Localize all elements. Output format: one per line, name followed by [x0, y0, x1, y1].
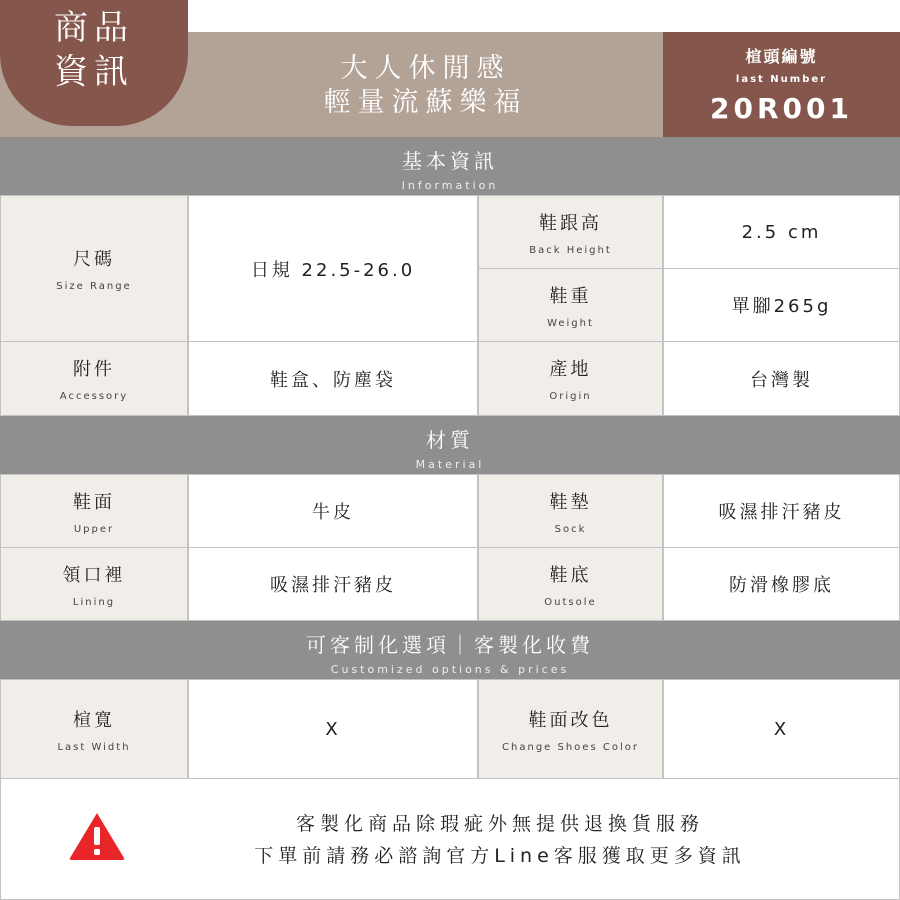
origin-value: 台灣製 — [750, 369, 813, 391]
upper-label-en: Upper — [73, 523, 115, 535]
color-change-label-en: Change Shoes Color — [502, 741, 639, 753]
outsole-label-en: Outsole — [544, 596, 597, 608]
size-label: 尺碼 — [73, 249, 115, 270]
product-title — [188, 52, 663, 120]
last-width-label-cell — [0, 679, 188, 779]
origin-label-cell — [478, 341, 663, 416]
sock-label-cell — [478, 474, 663, 548]
section-basic-info — [0, 137, 900, 195]
size-value: 日規 22.5-26.0 — [250, 259, 416, 281]
section-subtitle: Material — [415, 458, 485, 471]
color-change-value: X — [773, 718, 790, 740]
accessory-label-cell — [0, 341, 188, 416]
lining-label: 領口裡 — [62, 564, 126, 586]
upper-label: 鞋面 — [73, 491, 115, 513]
section-custom-options — [0, 621, 900, 679]
color-change-label: 鞋面改色 — [528, 709, 613, 731]
notice-line2: 下單前請務必諮詢官方Line客服獲取更多資訊 — [254, 845, 746, 867]
accessory-label-en: Accessory — [59, 391, 129, 402]
last-number-value: 20R001 — [710, 92, 853, 125]
heel-label: 鞋跟高 — [539, 212, 602, 234]
upper-value: 牛皮 — [312, 502, 354, 523]
product-title-line1: 大人休閒感 — [340, 53, 511, 84]
last-width-label: 楦寬 — [73, 709, 115, 731]
upper-label-cell — [0, 474, 188, 548]
size-label-cell — [0, 195, 188, 342]
accessory-label: 附件 — [73, 359, 115, 380]
color-change-label-cell — [478, 679, 663, 779]
outsole-value: 防滑橡膠底 — [729, 575, 834, 596]
weight-label: 鞋重 — [549, 285, 592, 307]
origin-label-en: Origin — [549, 391, 592, 402]
weight-value: 單腳265g — [731, 296, 832, 317]
outsole-label: 鞋底 — [549, 564, 592, 586]
sock-value-cell — [663, 474, 900, 548]
upper-value-cell — [188, 474, 478, 548]
tab-label-line2: 資訊 — [54, 52, 134, 92]
size-value-cell — [188, 195, 478, 342]
outsole-label-cell — [478, 547, 663, 621]
lining-value-cell — [188, 547, 478, 621]
notice-text — [150, 808, 850, 872]
origin-value-cell — [663, 341, 900, 416]
lining-label-cell — [0, 547, 188, 621]
size-label-en: Size Range — [56, 281, 132, 292]
lining-value: 吸濕排汗豬皮 — [270, 575, 396, 596]
sock-label-en: Sock — [554, 523, 587, 535]
section-material — [0, 416, 900, 474]
section-title: 可客制化選項｜客製化收費 — [306, 633, 594, 657]
last-width-label-en: Last Width — [57, 741, 131, 753]
last-number-sublabel: last Number — [735, 74, 828, 85]
weight-label-cell — [478, 268, 663, 342]
notice-line1: 客製化商品除瑕疵外無提供退換貨服務 — [295, 813, 704, 835]
weight-value-cell — [663, 268, 900, 342]
sock-label: 鞋墊 — [549, 491, 592, 513]
accessory-value-cell — [188, 341, 478, 416]
last-number-label: 楦頭編號 — [745, 47, 818, 66]
sock-value: 吸濕排汗豬皮 — [718, 502, 845, 523]
section-subtitle: Customized options & prices — [330, 663, 570, 676]
section-title: 基本資訊 — [402, 149, 498, 173]
heel-value: 2.5 cm — [741, 221, 822, 243]
product-info-tab-label — [0, 6, 188, 94]
weight-label-en: Weight — [547, 317, 594, 329]
outsole-value-cell — [663, 547, 900, 621]
lining-label-en: Lining — [72, 596, 116, 608]
origin-label: 產地 — [549, 359, 592, 380]
section-subtitle: Information — [401, 179, 499, 192]
heel-label-en: Back Height — [529, 244, 612, 256]
heel-value-cell — [663, 195, 900, 269]
section-title: 材質 — [426, 428, 474, 452]
tab-label-line1: 商品 — [54, 8, 134, 48]
warning-triangle-icon — [68, 811, 126, 861]
accessory-value: 鞋盒、防塵袋 — [270, 369, 396, 391]
heel-label-cell — [478, 195, 663, 269]
color-change-value-cell — [663, 679, 900, 779]
last-width-value: X — [325, 718, 341, 740]
product-title-line2: 輕量流蘇樂福 — [323, 87, 528, 118]
last-width-value-cell — [188, 679, 478, 779]
